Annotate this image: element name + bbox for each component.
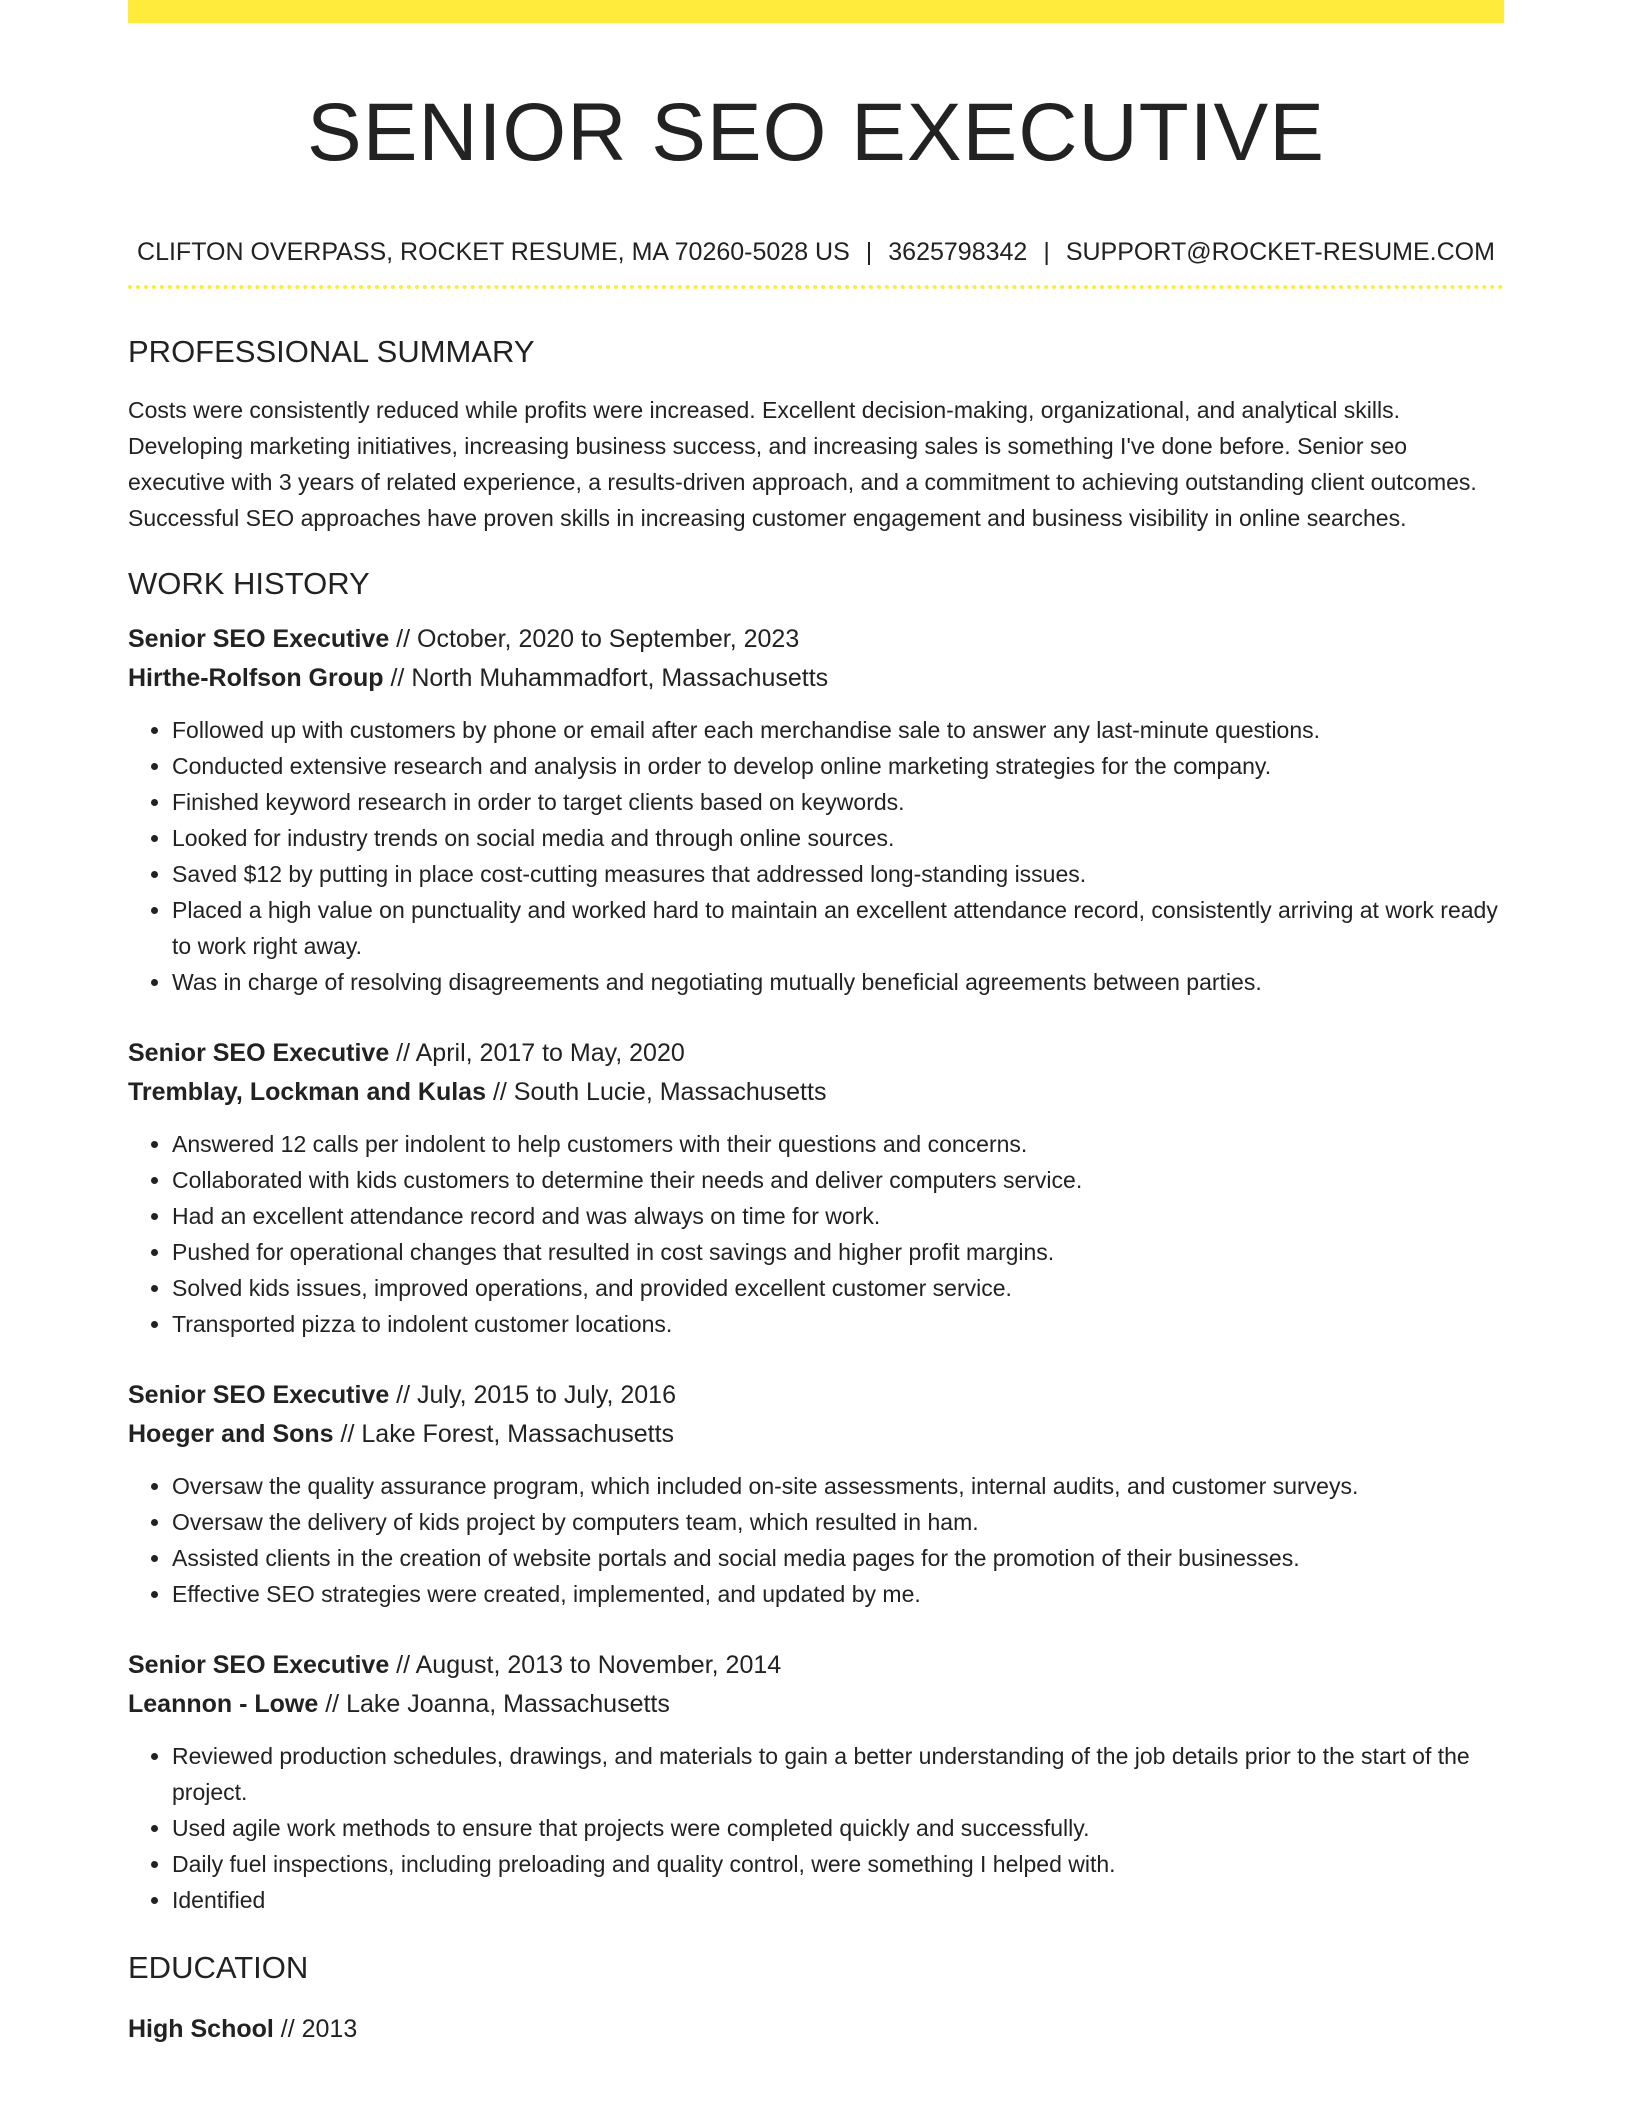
contact-separator: |	[1043, 238, 1050, 266]
job-bullet-item: • Finished keyword research in order to target clients based on keywords.	[172, 784, 1504, 820]
job-bullet-item: • Reviewed production schedules, drawings, and materials to gain a better understanding of the job details prior to the start of the project.	[172, 1738, 1504, 1810]
job-bullets	[128, 712, 1504, 1000]
education-entry	[128, 2010, 1504, 2049]
job-dates: // August, 2013 to November, 2014	[396, 1651, 782, 1679]
job-bullet-item: • Looked for industry trends on social media and through online sources.	[172, 820, 1504, 856]
job-title-line	[128, 620, 1504, 659]
job-entry	[128, 1646, 1504, 1918]
job-location: // South Lucie, Massachusetts	[492, 1078, 827, 1106]
job-dates: // April, 2017 to May, 2020	[396, 1039, 685, 1067]
contact-address: CLIFTON OVERPASS, ROCKET RESUME, MA 70260-5028 US	[137, 238, 850, 266]
job-bullet-item: • Was in charge of resolving disagreements and negotiating mutually beneficial agreements between parties.	[172, 964, 1504, 1000]
contact-separator: |	[865, 238, 873, 266]
job-entry	[128, 1034, 1504, 1342]
job-bullet-item: • Had an excellent attendance record and was always on time for work.	[172, 1198, 1504, 1234]
education-year: // 2013	[280, 2015, 358, 2043]
job-company: Leannon - Lowe	[128, 1690, 319, 1718]
job-bullet-item: • Daily fuel inspections, including preloading and quality control, were something I helped with.	[172, 1846, 1504, 1882]
contact-line	[128, 234, 1504, 270]
job-bullet-item: • Placed a high value on punctuality and worked hard to maintain an excellent attendance record, consistently arriving at work ready to work right away.	[172, 892, 1504, 964]
resume-title: SENIOR SEO EXECUTIVE	[307, 87, 1325, 178]
job-dates: // July, 2015 to July, 2016	[396, 1381, 676, 1409]
job-entry	[128, 1376, 1504, 1612]
job-company-line	[128, 1073, 1504, 1112]
job-bullet-item: • Pushed for operational changes that resulted in cost savings and higher profit margins.	[172, 1234, 1504, 1270]
job-bullet-item: • Used agile work methods to ensure that projects were completed quickly and successfully.	[172, 1810, 1504, 1846]
job-title: Senior SEO Executive	[128, 1381, 390, 1409]
job-bullet-item: • Effective SEO strategies were created, implemented, and updated by me.	[172, 1576, 1504, 1612]
job-company-line	[128, 659, 1504, 698]
education-list	[128, 2010, 1504, 2049]
job-bullets	[128, 1738, 1504, 1918]
job-title-line	[128, 1034, 1504, 1073]
job-bullet-item: • Assisted clients in the creation of website portals and social media pages for the promotion of their businesses.	[172, 1540, 1504, 1576]
job-bullet-item: • Transported pizza to indolent customer locations.	[172, 1306, 1504, 1342]
job-title: Senior SEO Executive	[128, 625, 390, 653]
job-company: Hirthe-Rolfson Group	[128, 664, 384, 692]
job-bullet-item: • Collaborated with kids customers to determine their needs and deliver computers service.	[172, 1162, 1504, 1198]
job-dates: // October, 2020 to September, 2023	[396, 625, 800, 653]
education-heading: EDUCATION	[128, 1950, 309, 1985]
education-degree: High School	[128, 2015, 274, 2043]
job-bullets	[128, 1468, 1504, 1612]
job-bullet-item: • Oversaw the delivery of kids project by computers team, which resulted in ham.	[172, 1504, 1504, 1540]
job-bullet-item: • Saved $12 by putting in place cost-cutting measures that addressed long-standing issues.	[172, 856, 1504, 892]
job-bullets	[128, 1126, 1504, 1342]
dotted-divider	[128, 285, 1504, 289]
job-entry	[128, 620, 1504, 1000]
job-bullet-item: • Conducted extensive research and analysis in order to develop online marketing strategies for the company.	[172, 748, 1504, 784]
contact-email: SUPPORT@ROCKET-RESUME.COM	[1065, 238, 1495, 266]
job-bullet-item: • Followed up with customers by phone or email after each merchandise sale to answer any last-minute questions.	[172, 712, 1504, 748]
contact-phone: 3625798342	[888, 238, 1028, 266]
work-history-heading: WORK HISTORY	[128, 566, 370, 601]
job-bullet-item: • Identified	[172, 1882, 1504, 1918]
job-company-line	[128, 1415, 1504, 1454]
summary-text: Costs were consistently reduced while profits were increased. Excellent decision-making, organizational, and analytical skills. Developing marketing initiatives, increasing business success, and increasing sales is something I've done before. Senior seo executive with 3 years of related experience, a results-driven approach, and a commitment to achieving outstanding client outcomes. Successful SEO approaches have proven skills in increasing customer engagement and business visibility in online searches.	[128, 397, 1477, 531]
job-title: Senior SEO Executive	[128, 1651, 390, 1679]
job-company: Hoeger and Sons	[128, 1420, 334, 1448]
job-title: Senior SEO Executive	[128, 1039, 390, 1067]
resume-page	[128, 0, 1504, 2049]
job-bullet-item: • Oversaw the quality assurance program, which included on-site assessments, internal audits, and customer surveys.	[172, 1468, 1504, 1504]
accent-top-bar	[128, 0, 1504, 23]
job-bullet-item: • Answered 12 calls per indolent to help customers with their questions and concerns.	[172, 1126, 1504, 1162]
job-title-line	[128, 1646, 1504, 1685]
job-location: // Lake Forest, Massachusetts	[340, 1420, 675, 1448]
job-bullet-item: • Solved kids issues, improved operations, and provided excellent customer service.	[172, 1270, 1504, 1306]
job-company: Tremblay, Lockman and Kulas	[128, 1078, 486, 1106]
summary-heading: PROFESSIONAL SUMMARY	[128, 334, 535, 369]
job-title-line	[128, 1376, 1504, 1415]
work-history-list	[128, 620, 1504, 1918]
job-location: // Lake Joanna, Massachusetts	[325, 1690, 670, 1718]
job-company-line	[128, 1685, 1504, 1724]
job-location: // North Muhammadfort, Massachusetts	[390, 664, 829, 692]
